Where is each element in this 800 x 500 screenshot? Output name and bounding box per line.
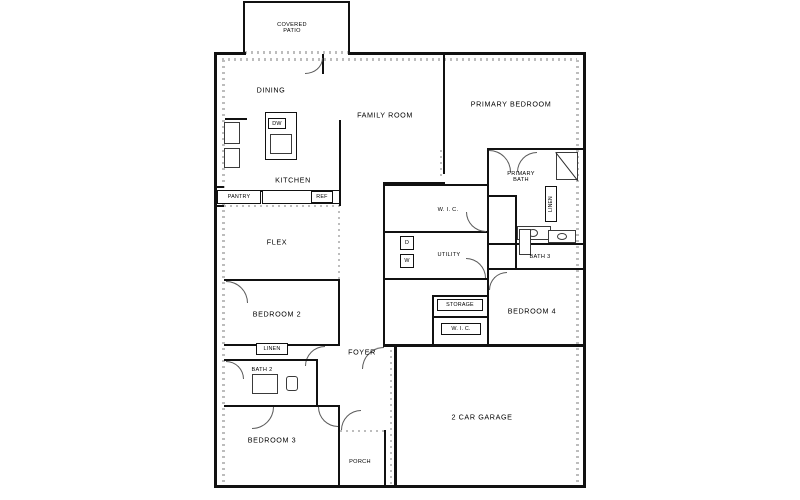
label-bedroom-2: BEDROOM 2 xyxy=(252,309,302,319)
wall-flex-top xyxy=(224,205,340,207)
wall-storage-top xyxy=(432,295,488,297)
kitchen-sink xyxy=(224,148,240,168)
door-front xyxy=(341,410,361,430)
wall-bath2-right xyxy=(316,359,318,407)
door-primary-bath-entry xyxy=(517,152,537,172)
patio-wall-right xyxy=(348,1,350,53)
door-utility xyxy=(466,258,486,278)
bath2-toilet xyxy=(286,376,298,391)
patio-hatch-bottom xyxy=(245,51,348,54)
top-wall-inner-face xyxy=(222,58,577,61)
wall-dining-family xyxy=(322,54,324,74)
label-kitchen: KITCHEN xyxy=(275,175,311,185)
patio-wall-left xyxy=(243,1,245,53)
wall-primary-bath-bottom xyxy=(487,195,517,197)
door-bed2 xyxy=(226,281,248,303)
label-family-room: FAMILY ROOM xyxy=(357,110,413,120)
label-flex: FLEX xyxy=(266,237,288,247)
wall-wic-right xyxy=(487,184,489,232)
bath3-tub xyxy=(519,229,531,255)
label-bedroom-3: BEDROOM 3 xyxy=(247,435,297,445)
label-foyer: FOYER xyxy=(348,347,376,357)
wall-porch-left xyxy=(338,430,340,488)
door-bed4 xyxy=(489,272,507,290)
wall-utility-bottom xyxy=(385,278,489,280)
wall-flex-right xyxy=(339,120,341,206)
wall-flex-right-hatch xyxy=(338,207,340,279)
label-bath-2: BATH 2 xyxy=(251,367,273,373)
wall-left-niche2 xyxy=(214,205,224,207)
storage-box: STORAGE xyxy=(437,299,483,311)
door-bed3-2 xyxy=(318,407,338,427)
label-utility: UTILITY xyxy=(437,252,461,258)
label-wic-primary: W. I. C. xyxy=(437,207,459,213)
bath2-vanity xyxy=(252,374,278,394)
garage-left-hatch xyxy=(390,350,392,484)
wall-family-left-lower xyxy=(383,182,385,292)
door-wic xyxy=(466,212,486,232)
linen-primary-label: LINEN xyxy=(548,196,555,212)
wall-primary-bath-bottom2 xyxy=(489,243,583,245)
wall-wic-bottom xyxy=(385,231,489,233)
exterior-wall-top-right xyxy=(348,52,586,55)
label-porch: PORCH xyxy=(349,459,371,465)
label-primary-bedroom: PRIMARY BEDROOM xyxy=(470,99,552,109)
right-wall-inner-face xyxy=(576,58,579,482)
wall-wic-top xyxy=(385,184,489,186)
wall-bed3-top xyxy=(224,405,340,407)
wall-primary-bed-bottom xyxy=(487,148,583,150)
door-bath2 xyxy=(226,361,244,379)
door-bed2-hall xyxy=(305,346,325,366)
wall-bath3-bottom xyxy=(489,268,583,270)
bath3-sink xyxy=(557,233,567,240)
pantry-box: PANTRY xyxy=(217,190,261,204)
wall-bed2-right xyxy=(338,279,340,345)
label-bedroom-4: BEDROOM 4 xyxy=(507,306,557,316)
wall-storage-left xyxy=(432,295,434,345)
wall-family-primary xyxy=(443,54,445,174)
island-cooktop xyxy=(270,134,292,154)
label-bath-3: BATH 3 xyxy=(529,254,551,260)
wall-porch-right xyxy=(384,430,386,488)
dw-box: DW xyxy=(268,118,286,129)
door-dining-opening xyxy=(305,58,323,74)
linen-hall-box: LINEN xyxy=(256,343,288,355)
patio-wall-top xyxy=(243,1,350,3)
porch-hatch-top xyxy=(340,430,384,432)
exterior-wall-left xyxy=(214,52,217,488)
wall-garage-left xyxy=(394,344,397,487)
door-primary-bath xyxy=(489,150,511,172)
wic-bed4-box: W. I. C. xyxy=(441,323,481,335)
label-two-car-garage: 2 CAR GARAGE xyxy=(451,412,513,422)
label-primary-bath: PRIMARY BATH xyxy=(507,171,535,183)
dryer-box: D xyxy=(400,236,414,250)
label-covered-patio: COVERED PATIO xyxy=(277,22,307,34)
door-bed3 xyxy=(252,407,274,429)
ref-box: REF xyxy=(311,191,333,203)
wall-garage-top xyxy=(383,344,585,347)
kitchen-counter-top xyxy=(225,118,247,120)
wall-bed2-top xyxy=(224,279,340,281)
wall-left-niche xyxy=(214,186,224,188)
wall-family-primary-hatch xyxy=(440,150,442,176)
wall-bath2-top xyxy=(224,359,318,361)
kitchen-range xyxy=(224,122,240,144)
wall-foyer-right xyxy=(383,292,385,346)
exterior-wall-top-left xyxy=(214,52,246,55)
washer-box: W xyxy=(400,254,414,268)
linen-primary-box xyxy=(545,186,557,222)
label-dining: DINING xyxy=(256,85,286,95)
exterior-wall-right xyxy=(583,52,586,488)
wall-bath3-left xyxy=(515,245,517,269)
wall-storage-div xyxy=(434,316,488,318)
exterior-wall-bottom xyxy=(214,485,586,488)
